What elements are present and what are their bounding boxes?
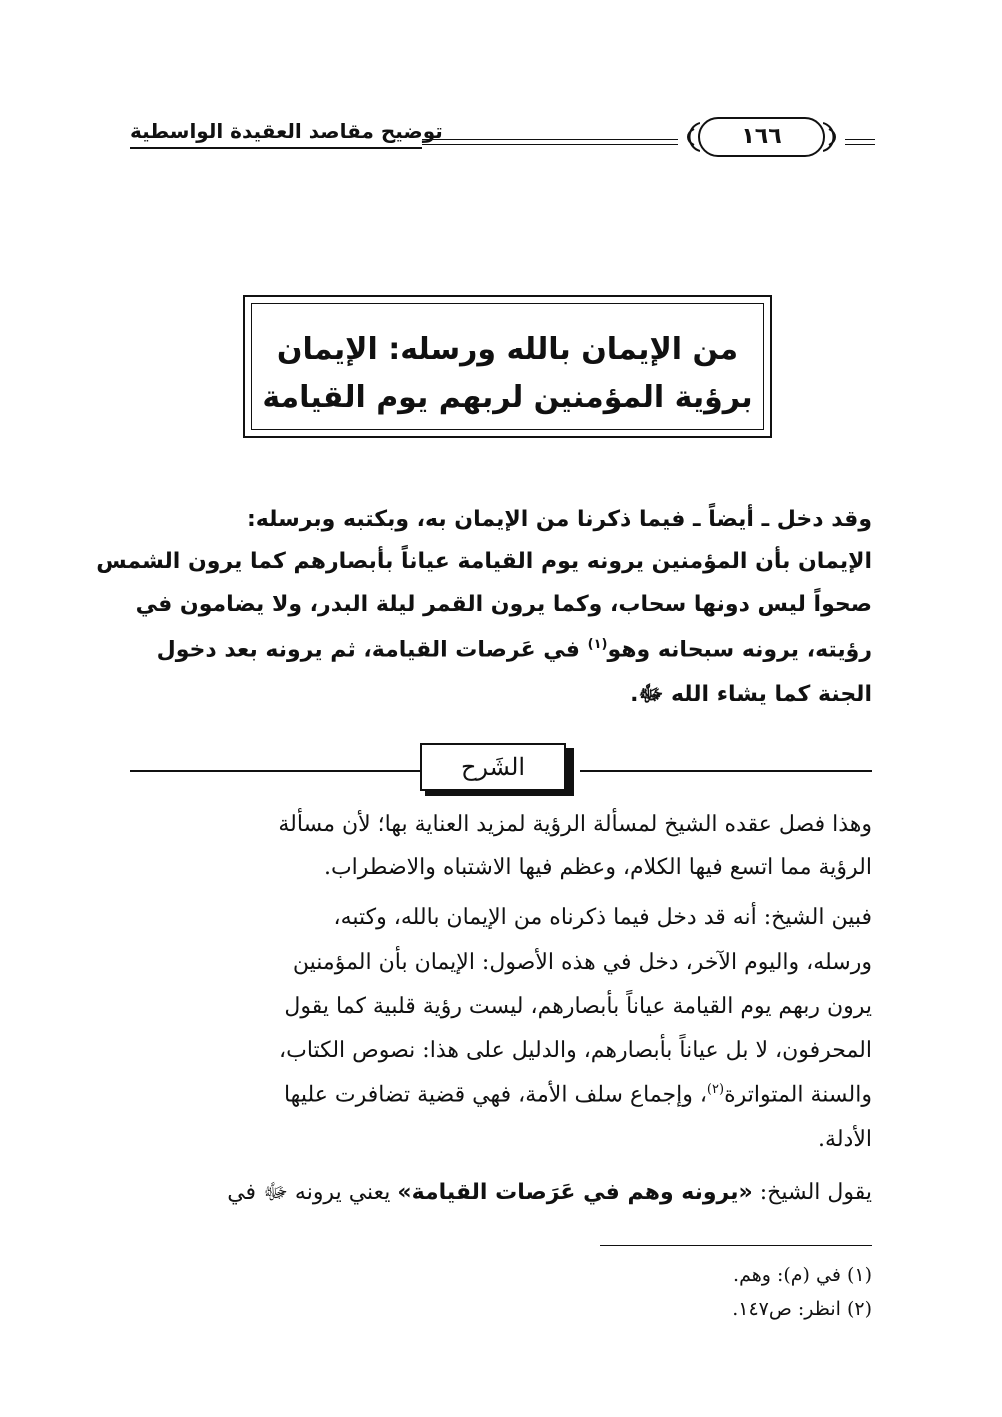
matn-line-5: الجنة كما يشاء الله ﷻ.: [630, 682, 872, 707]
chapter-title-inner-frame: [251, 303, 764, 430]
footnote-1: (١) في (م): وهم.: [733, 1264, 872, 1286]
footnote-ref-1[interactable]: (١): [587, 637, 608, 652]
book-title: توضيح مقاصد العقيدة الواسطية: [130, 119, 443, 143]
sharh-p3-line-1: [227, 1178, 872, 1210]
sharh-p3-quote: «يرونه وهم في عَرَصات القيامة»: [397, 1180, 753, 1205]
sharh-p2-line-3: يرون ربهم يوم القيامة عياناً بأبصارهم، ليست رؤية قلبية كما يقول: [284, 994, 872, 1019]
sharh-p2-line-6: الأدلة.: [818, 1127, 872, 1152]
running-header: [130, 105, 875, 165]
header-double-rule-right: [845, 139, 875, 145]
footnote-separator: [600, 1245, 872, 1246]
sharh-p3-part-2: يعني يرونه ﷻ في: [227, 1180, 398, 1205]
chapter-title-line-2: برؤية المؤمنين لربهم يوم القيامة: [262, 380, 753, 415]
header-double-rule: [422, 139, 678, 145]
matn-line-4-part-2: في عَرصات القيامة، ثم يرونه بعد دخول: [156, 637, 588, 663]
sharh-p2-line-2: ورسله، واليوم الآخر، دخل في هذه الأصول: الإيمان بأن المؤمنين: [292, 950, 872, 975]
matn-line-1: وقد دخل ـ أيضاً ـ فيما ذكرنا من الإيمان به، وبكتبه وبرسله:: [246, 507, 872, 532]
chapter-title-box: [243, 295, 772, 438]
header-rule: [130, 147, 422, 149]
badge-right-ornament-icon: [823, 121, 845, 153]
sharh-rule-right: [580, 770, 872, 772]
sharh-p2-line-5-part-2: ، وإجماع سلف الأمة، فهي قضية تضافرت عليها: [283, 1082, 707, 1108]
footnote-ref-2[interactable]: (٢): [706, 1082, 725, 1097]
matn-line-4: [157, 637, 872, 662]
sharh-box-shadow: [566, 748, 574, 796]
sharh-p2-line-1: فبين الشيخ: أنه قد دخل فيما ذكرناه من الإيمان بالله، وكتبه،: [333, 905, 872, 930]
sharh-box-shadow-bottom: [425, 791, 574, 796]
footnote-2: (٢) انظر: ص١٤٧.: [732, 1298, 872, 1320]
matn-line-2: الإيمان بأن المؤمنين يرونه يوم القيامة عياناً بأبصارهم كما يرون الشمس: [96, 549, 872, 574]
badge-left-ornament-icon: [678, 121, 700, 153]
page-number: ١٦٦: [698, 117, 825, 157]
sharh-rule-left: [130, 770, 420, 772]
sharh-heading: الشَرح: [420, 743, 566, 791]
chapter-title-line-1: من الإيمان بالله ورسله: الإيمان: [276, 332, 739, 367]
sharh-p2-line-5: [284, 1082, 872, 1107]
sharh-p2-line-5-part-1: والسنة المتواترة: [724, 1082, 872, 1108]
sharh-p3-part-1: يقول الشيخ:: [752, 1180, 872, 1205]
sharh-p1-line-2: الرؤية مما اتسع فيها الكلام، وعظم فيها الاشتباه والاضطراب.: [323, 855, 872, 880]
matn-line-3: صحواً ليس دونها سحاب، وكما يرون القمر ليلة البدر، ولا يضامون في: [135, 592, 872, 617]
sharh-p2-line-4: المحرفون، لا بل عياناً بأبصارهم، والدليل على هذا: نصوص الكتاب،: [279, 1038, 872, 1063]
matn-line-4-part-1: رؤيته، يرونه سبحانه وهو: [607, 637, 872, 663]
page-number-badge: [678, 117, 845, 157]
sharh-p1-line-1: وهذا فصل عقده الشيخ لمسألة الرؤية لمزيد العناية بها؛ لأن مسألة: [278, 812, 872, 837]
